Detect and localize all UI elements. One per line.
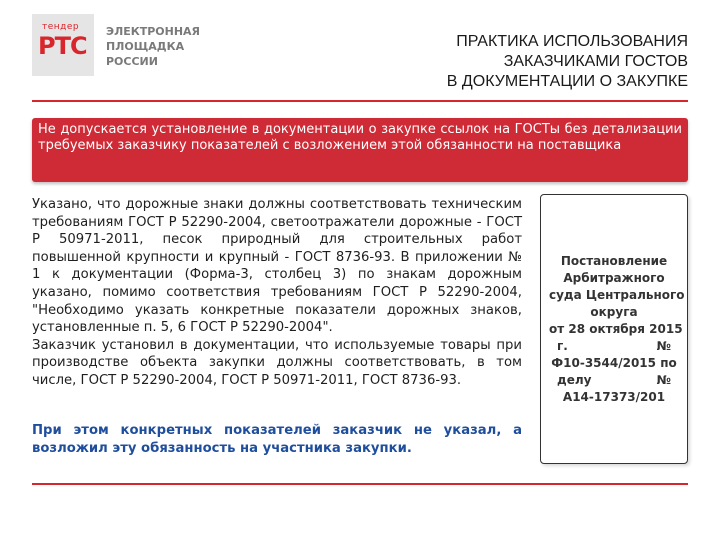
reference-line: Ф10-3544/2015 по	[551, 356, 677, 370]
header-divider	[32, 100, 688, 102]
title-line: ПРАКТИКА ИСПОЛЬЗОВАНИЯ	[456, 33, 688, 50]
logo-line: РОССИИ	[106, 55, 158, 68]
logo	[32, 14, 202, 76]
court-reference-text	[549, 253, 685, 406]
logo-mark	[32, 14, 94, 76]
key-rule-banner: Не допускается установление в документации о закупке ссылок на ГОСТы без детализации требуемых заказчику показателей с возложением этой обязанности на поставщика	[32, 118, 688, 182]
logo-line: ЭЛЕКТРОННАЯ	[106, 25, 201, 38]
logo-small-text: тендер	[42, 22, 80, 32]
case-paragraph: Заказчик установил в документации, что используемые товары при производстве объекта закупки должны соответствовать, в том числе, ГОСТ Р 52290-2004, ГОСТ Р 50971-2011, ГОСТ 8736-93.	[32, 337, 522, 388]
reference-line: Арбитражного	[563, 271, 665, 285]
title-line: В ДОКУМЕНТАЦИИ О ЗАКУПКЕ	[446, 73, 688, 90]
reference-line: от 28 октября 2015	[549, 322, 683, 336]
reference-line	[549, 338, 679, 355]
case-paragraph: Указано, что дорожные знаки должны соответствовать техническим требованиям ГОСТ Р 52290-2004, светоотражатели дорожные - ГОСТ Р 50971-2011, песок природный для строительных работ повышенной крупности и крупный - ГОСТ 8736-93. В приложении № 1 к документации (Форма-3, столбец 3) по знакам дорожным указано, помимо соответствия требованиям ГОСТ Р 52290-2004, "Необходимо указать конкретные показатели дорожных знаков, установленные п. 5, 6 ГОСТ Р 52290-2004".	[32, 197, 522, 336]
reference-line: А14-17373/201	[562, 390, 666, 404]
case-description	[32, 196, 522, 390]
page-title	[447, 32, 688, 92]
case-conclusion: При этом конкретных показателей заказчик не указал, а возложил эту обязанность на участника закупки.	[32, 423, 522, 456]
logo-wordmark	[106, 24, 200, 69]
footer-divider	[32, 483, 688, 485]
logo-line: ПЛОЩАДКА	[106, 40, 185, 53]
reference-line: суда Центрального	[549, 288, 685, 302]
reference-part: №	[656, 373, 671, 387]
reference-part: делу	[557, 373, 592, 387]
reference-line: Постановление	[560, 254, 668, 268]
logo-big-text: РТС	[38, 32, 87, 60]
court-reference-box	[540, 194, 688, 464]
reference-part: г.	[557, 339, 568, 353]
title-line: ЗАКАЗЧИКАМИ ГОСТОВ	[503, 53, 688, 70]
reference-line	[549, 372, 679, 389]
reference-line: округа	[590, 305, 638, 319]
reference-part: №	[656, 339, 671, 353]
